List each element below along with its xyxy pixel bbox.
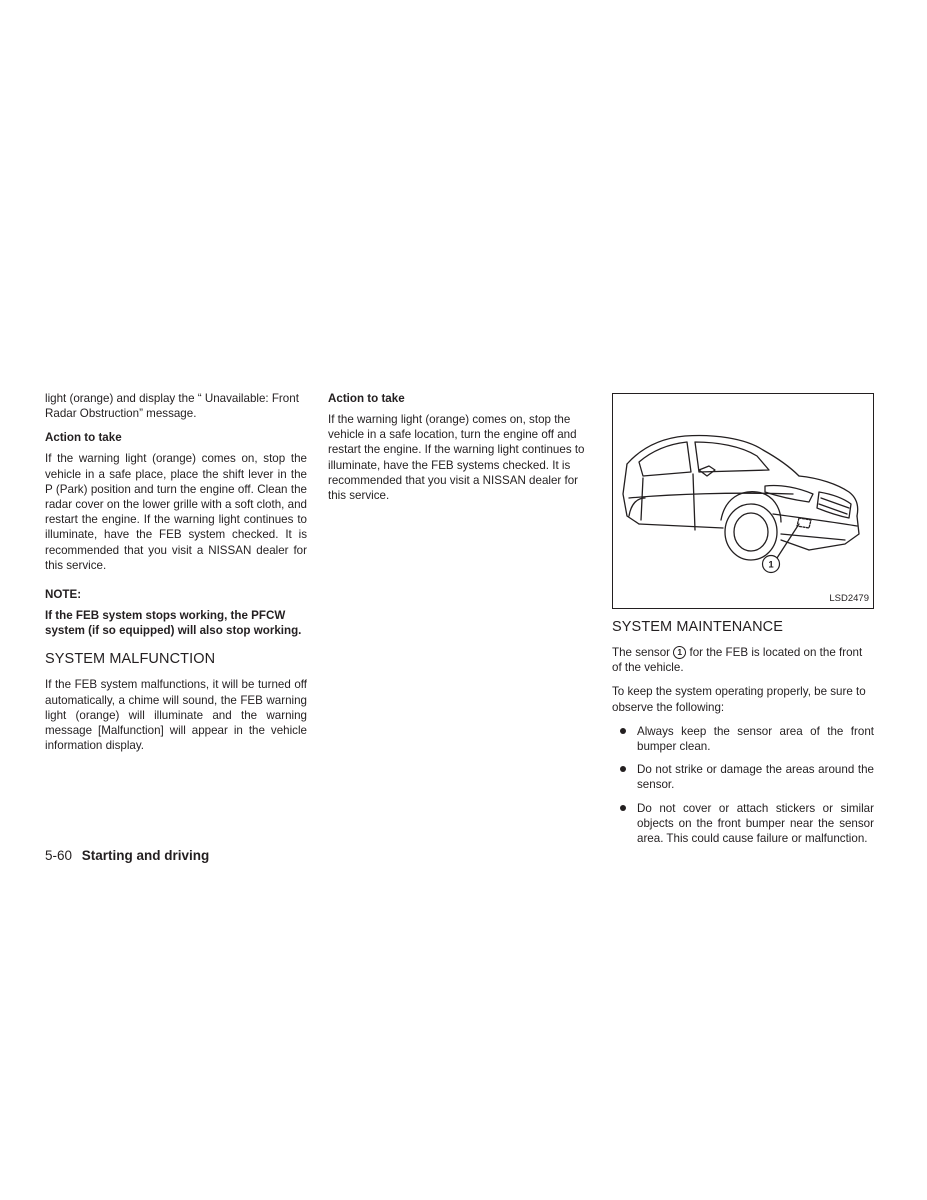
- column-right: [612, 391, 874, 854]
- observe-paragraph: To keep the system operating properly, be sure to observe the following:: [612, 685, 866, 714]
- list-item: [612, 801, 874, 847]
- bullet-icon: [620, 805, 626, 811]
- list-item: [612, 762, 874, 792]
- footer-section: Starting and driving: [81, 848, 210, 863]
- page-number: 5-60: [45, 848, 73, 863]
- page-footer: [45, 848, 209, 863]
- column-left: [45, 391, 307, 762]
- bullet-icon: [620, 766, 626, 772]
- sensor-callout: 1: [673, 646, 686, 659]
- bullet-icon: [620, 728, 626, 734]
- sensor-text-before: The sensor: [612, 646, 670, 659]
- maintenance-list: [612, 724, 874, 846]
- sensor-illustration: [612, 393, 874, 609]
- figure-code: LSD2479: [829, 592, 869, 604]
- list-item-text: Do not cover or attach stickers or similar objects on the front bumper near the sensor area. This could cause failure or malfunction.: [637, 801, 874, 846]
- malfunction-paragraph: If the FEB system malfunctions, it will be turned off automatically, a chime will sound, the FEB warning light (orange) will illuminate and the warning message [Malfunction] will appear in the vehicle information display.: [45, 678, 307, 753]
- action-paragraph-2: If the warning light (orange) comes on, stop the vehicle in a safe location, turn the engine off and restart the engine. If the warning light continues to illuminate, have the FEB systems checked. It is recommended that you visit a NISSAN dealer for this service.: [328, 413, 585, 503]
- intro-paragraph: light (orange) and display the “ Unavailable: Front Radar Obstruction” message.: [45, 392, 299, 421]
- action-heading-2: Action to take: [328, 392, 405, 405]
- note-label: NOTE:: [45, 588, 82, 602]
- sensor-text-after: for the FEB is located on the front of the vehicle.: [612, 646, 863, 675]
- section-title-maintenance: SYSTEM MAINTENANCE: [612, 619, 783, 635]
- list-item: [612, 724, 874, 754]
- action-heading: Action to take: [45, 431, 122, 445]
- column-middle: [328, 391, 590, 512]
- action-paragraph: If the warning light (orange) comes on, stop the vehicle in a safe place, place the shift lever in the P (Park) position and turn the engine off. Clean the radar cover on the lower grille with a soft cloth, and restart the engine. If the warning light continues to illuminate, have the FEB system checked. It is recommended that you visit a NISSAN dealer for this service.: [45, 452, 307, 572]
- callout-number: 1: [768, 559, 774, 571]
- car-illustration: [613, 394, 873, 608]
- list-item-text: Always keep the sensor area of the front bumper clean.: [637, 724, 874, 754]
- section-title-malfunction: SYSTEM MALFUNCTION: [45, 651, 216, 668]
- sensor-paragraph: [612, 645, 874, 675]
- note-text: If the FEB system stops working, the PFCW system (if so equipped) will also stop working.: [45, 609, 302, 638]
- list-item-text: Do not strike or damage the areas around the sensor.: [637, 763, 874, 792]
